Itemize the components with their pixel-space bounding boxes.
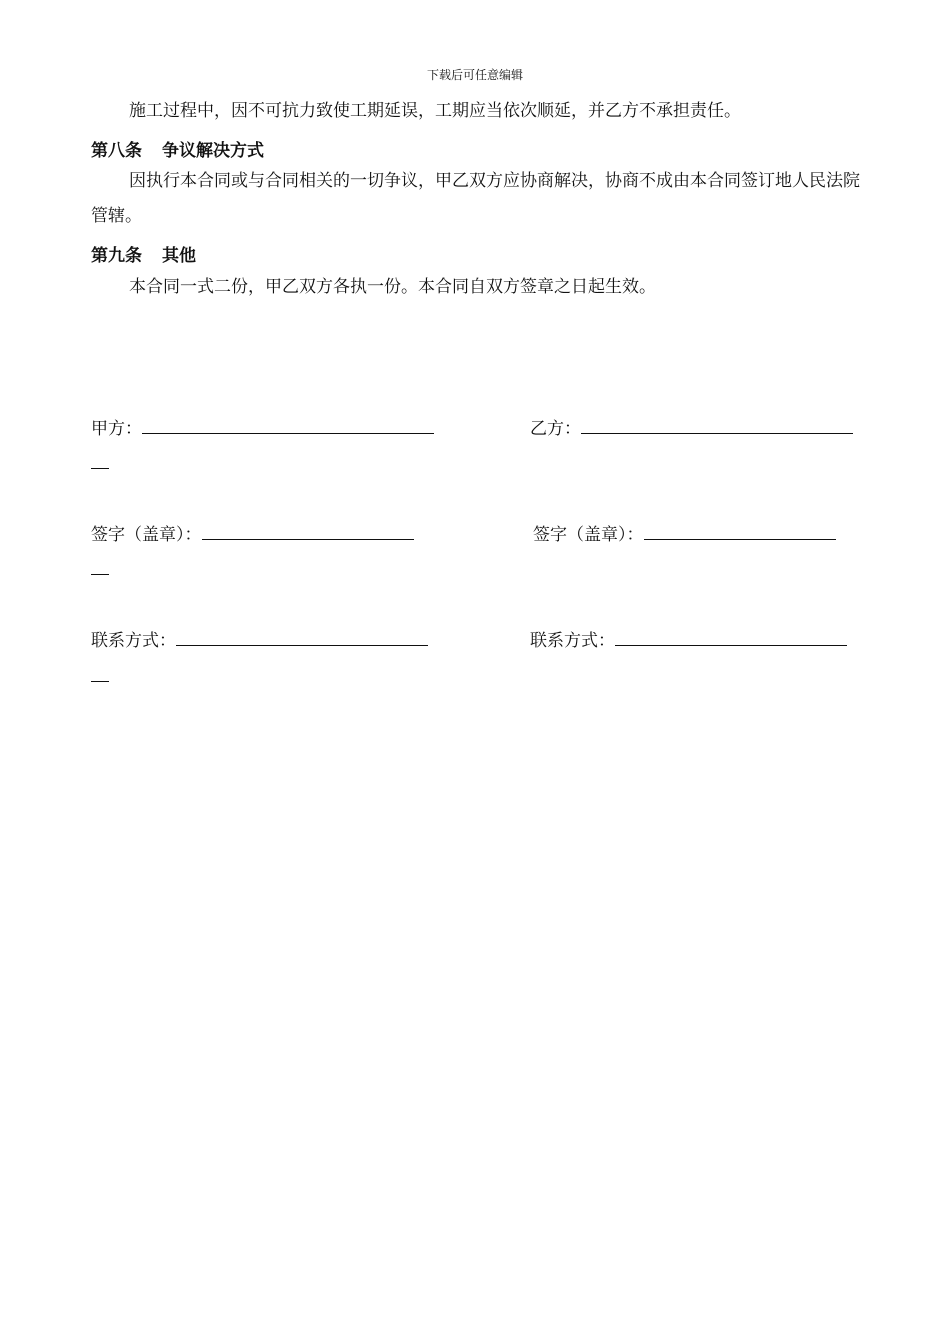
article-8-heading	[91, 136, 264, 161]
party-a-label: 甲方：	[91, 419, 142, 439]
contact-b-label: 联系方式：	[530, 631, 615, 651]
party-a-field	[91, 414, 434, 439]
contact-a-line[interactable]	[176, 631, 428, 646]
sign-b-label: 签字（盖章）：	[533, 525, 644, 545]
paragraph-copies: 本合同一式二份，甲乙双方各执一份。本合同自双方签章之日起生效。	[129, 277, 656, 297]
article-9-title: 其他	[162, 246, 196, 266]
party-b-line[interactable]	[581, 419, 853, 434]
party-b-label: 乙方：	[530, 419, 581, 439]
continuation-dash	[91, 681, 109, 682]
continuation-dash	[91, 468, 109, 469]
sign-a-field	[91, 520, 414, 545]
contact-b-line[interactable]	[615, 631, 847, 646]
party-b-field	[530, 414, 853, 439]
article-9-heading	[91, 241, 196, 266]
paragraph-dispute: 因执行本合同或与合同相关的一切争议，甲乙双方应协商解决，协商不成由本合同签订地人民法院管辖。	[91, 171, 860, 226]
sign-b-line[interactable]	[644, 525, 836, 540]
contact-b-field	[530, 626, 847, 651]
article-9-number: 第九条	[91, 246, 142, 266]
article-8-number: 第八条	[91, 141, 142, 161]
sign-a-line[interactable]	[202, 525, 414, 540]
party-a-line[interactable]	[142, 419, 434, 434]
continuation-dash	[91, 574, 109, 575]
sign-b-field	[533, 520, 836, 545]
paragraph-force-majeure: 施工过程中，因不可抗力致使工期延误，工期应当依次顺延，并乙方不承担责任。	[129, 101, 741, 121]
contact-a-label: 联系方式：	[91, 631, 176, 651]
page-header: 下载后可任意编辑	[426, 68, 523, 82]
contact-a-field	[91, 626, 428, 651]
article-8-title: 争议解决方式	[162, 141, 264, 161]
sign-a-label: 签字（盖章）：	[91, 525, 202, 545]
